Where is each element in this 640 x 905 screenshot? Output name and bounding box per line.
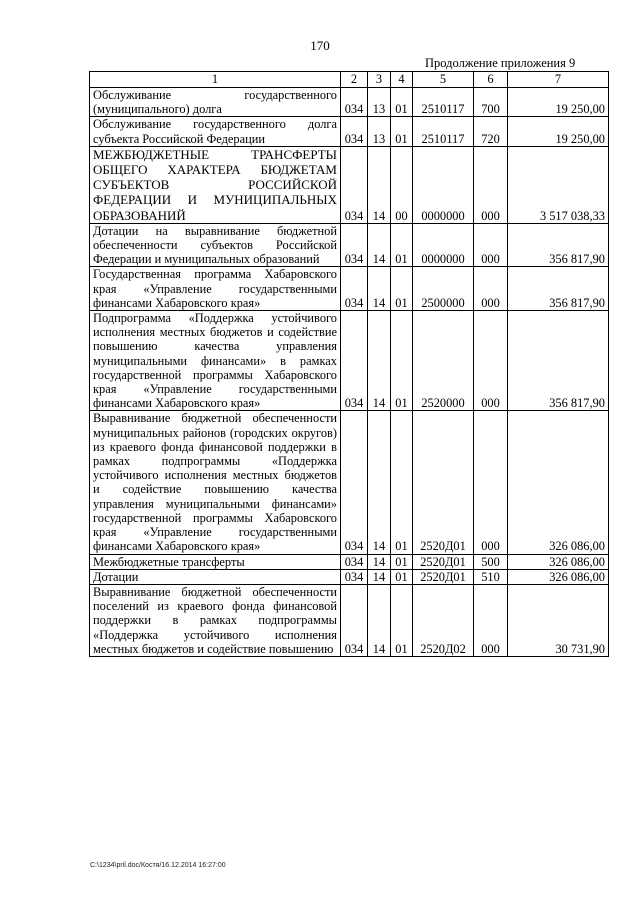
row-section-code: 14 — [368, 267, 391, 311]
column-header-4: 4 — [391, 72, 413, 88]
footer-file-path: C:\1234\pril.doc/Костя/16.12.2014 16:27:00 — [90, 862, 226, 869]
row-target-article: 0000000 — [413, 223, 474, 267]
budget-table — [89, 71, 609, 657]
row-ministry-code: 034 — [341, 569, 368, 584]
row-target-article: 2510117 — [413, 117, 474, 146]
row-name: Государственная программа Хабаровского края «Управление государственными финансами Хабаровского края» — [90, 267, 341, 311]
appendix-continuation-note: Продолжение приложения 9 — [425, 56, 576, 70]
row-ministry-code: 034 — [341, 146, 368, 223]
row-section-code: 13 — [368, 88, 391, 117]
row-section-code: 14 — [368, 584, 391, 656]
table-row — [90, 554, 609, 569]
row-expense-type: 500 — [474, 554, 508, 569]
row-ministry-code: 034 — [341, 117, 368, 146]
column-header-2: 2 — [341, 72, 368, 88]
row-ministry-code: 034 — [341, 88, 368, 117]
row-section-code: 14 — [368, 223, 391, 267]
row-section-code: 14 — [368, 311, 391, 411]
row-ministry-code: 034 — [341, 411, 368, 554]
row-subsection-code: 01 — [391, 267, 413, 311]
row-section-code: 14 — [368, 554, 391, 569]
table-row — [90, 223, 609, 267]
table-row — [90, 411, 609, 554]
row-amount: 326 086,00 — [508, 411, 609, 554]
row-amount: 30 731,90 — [508, 584, 609, 656]
row-section-code: 14 — [368, 146, 391, 223]
column-header-3: 3 — [368, 72, 391, 88]
table-header-row — [90, 72, 609, 88]
column-header-5: 5 — [413, 72, 474, 88]
row-section-code: 14 — [368, 569, 391, 584]
row-ministry-code: 034 — [341, 267, 368, 311]
column-header-6: 6 — [474, 72, 508, 88]
row-expense-type: 000 — [474, 411, 508, 554]
row-expense-type: 510 — [474, 569, 508, 584]
row-expense-type: 000 — [474, 267, 508, 311]
row-subsection-code: 01 — [391, 311, 413, 411]
row-expense-type: 000 — [474, 311, 508, 411]
table-row — [90, 146, 609, 223]
page-number: 170 — [310, 38, 330, 53]
row-name: Дотации на выравнивание бюджетной обеспеченности субъектов Российской Федерации и муниципальных образований — [90, 223, 341, 267]
row-subsection-code: 01 — [391, 584, 413, 656]
column-header-name: 1 — [90, 72, 341, 88]
row-target-article: 2520Д01 — [413, 569, 474, 584]
table-row — [90, 569, 609, 584]
table-row — [90, 584, 609, 656]
row-subsection-code: 01 — [391, 411, 413, 554]
table-row — [90, 117, 609, 146]
row-section-code: 13 — [368, 117, 391, 146]
row-subsection-code: 01 — [391, 88, 413, 117]
row-name: Обслуживание государственного долга субъекта Российской Федерации — [90, 117, 341, 146]
table-row — [90, 267, 609, 311]
row-ministry-code: 034 — [341, 584, 368, 656]
row-amount: 19 250,00 — [508, 117, 609, 146]
row-name: Дотации — [90, 569, 341, 584]
row-amount: 3 517 038,33 — [508, 146, 609, 223]
row-name: Выравнивание бюджетной обеспеченности поселений из краевого фонда финансовой поддержки в рамках подпрограммы «Поддержка устойчивого исполнения местных бюджетов и содействие повышению — [90, 584, 341, 656]
table-row — [90, 311, 609, 411]
row-expense-type: 000 — [474, 223, 508, 267]
row-amount: 356 817,90 — [508, 223, 609, 267]
row-amount: 356 817,90 — [508, 267, 609, 311]
row-subsection-code: 01 — [391, 554, 413, 569]
row-target-article: 2520Д01 — [413, 411, 474, 554]
row-target-article: 2520000 — [413, 311, 474, 411]
row-ministry-code: 034 — [341, 554, 368, 569]
row-target-article: 2520Д02 — [413, 584, 474, 656]
row-ministry-code: 034 — [341, 223, 368, 267]
row-name: Выравнивание бюджетной обеспеченности муниципальных районов (городских округов) из краевого фонда финансовой поддержки в рамках подпрограммы «Поддержка устойчивого исполнения местных бюджетов и содействие повышению качества управления муниципальными финансами» государственной программы Хабаровского края «Управление государственными финансами Хабаровского края» — [90, 411, 341, 554]
row-name: Подпрограмма «Поддержка устойчивого исполнения местных бюджетов и содействие повышению качества управления муниципальными финансами» в рамках государственной программы Хабаровского края «Управление государственными финансами Хабаровского края» — [90, 311, 341, 411]
row-ministry-code: 034 — [341, 311, 368, 411]
row-name: Межбюджетные трансферты — [90, 554, 341, 569]
row-subsection-code: 01 — [391, 223, 413, 267]
row-expense-type: 720 — [474, 117, 508, 146]
row-expense-type: 700 — [474, 88, 508, 117]
row-expense-type: 000 — [474, 146, 508, 223]
row-section-code: 14 — [368, 411, 391, 554]
row-amount: 326 086,00 — [508, 569, 609, 584]
row-amount: 326 086,00 — [508, 554, 609, 569]
row-target-article: 2520Д01 — [413, 554, 474, 569]
row-target-article: 2510117 — [413, 88, 474, 117]
row-subsection-code: 01 — [391, 569, 413, 584]
row-subsection-code: 01 — [391, 117, 413, 146]
column-header-amount: 7 — [508, 72, 609, 88]
row-name: Обслуживание государственного (муниципального) долга — [90, 88, 341, 117]
row-target-article: 2500000 — [413, 267, 474, 311]
row-expense-type: 000 — [474, 584, 508, 656]
row-name: МЕЖБЮДЖЕТНЫЕ ТРАНСФЕРТЫ ОБЩЕГО ХАРАКТЕРА БЮДЖЕТАМ СУБЪЕКТОВ РОССИЙСКОЙ ФЕДЕРАЦИИ И МУНИЦИПАЛЬНЫХ ОБРАЗОВАНИЙ — [90, 146, 341, 223]
table-row — [90, 88, 609, 117]
row-amount: 356 817,90 — [508, 311, 609, 411]
row-target-article: 0000000 — [413, 146, 474, 223]
row-subsection-code: 00 — [391, 146, 413, 223]
row-amount: 19 250,00 — [508, 88, 609, 117]
